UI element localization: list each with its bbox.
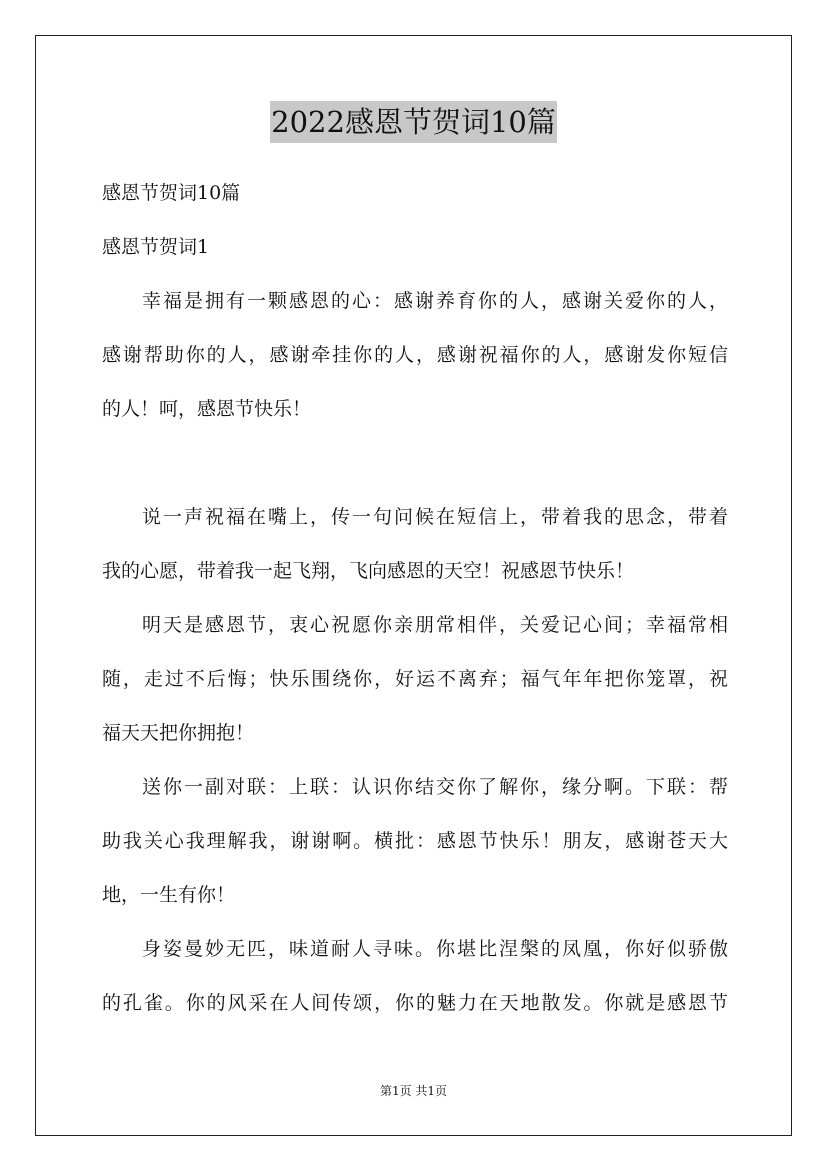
paragraph-line: 说一声祝福在嘴上，传一句问候在短信上，带着我的思念，带着 (142, 506, 728, 528)
paragraph-line: 福天天把你拥抱！ (102, 722, 255, 744)
paragraph-line: 的人！呵，感恩节快乐！ (102, 398, 312, 420)
section-heading: 感恩节贺词1 (102, 236, 210, 258)
title-container (0, 101, 827, 143)
paragraph-line: 感谢帮助你的人，感谢牵挂你的人，感谢祝福你的人，感谢发你短信 (102, 344, 728, 366)
paragraph-line: 身姿曼妙无匹，味道耐人寻味。你堪比涅槃的凤凰，你好似骄傲 (142, 938, 728, 960)
blank-line (102, 436, 728, 490)
paragraph-line: 的孔雀。你的风采在人间传颂，你的魅力在天地散发。你就是感恩节 (102, 992, 728, 1014)
page-footer: 第1页 共1页 (379, 1084, 448, 1098)
paragraph-4 (102, 760, 728, 922)
paragraph-line: 我的心愿，带着我一起飞翔，飞向感恩的天空！祝感恩节快乐！ (102, 560, 635, 582)
document-body (102, 166, 728, 1030)
paragraph-line: 助我关心我理解我，谢谢啊。横批：感恩节快乐！朋友，感谢苍天大 (102, 830, 728, 852)
paragraph-line: 明天是感恩节，衷心祝愿你亲朋常相伴，关爱记心间；幸福常相 (142, 614, 728, 636)
paragraph-1 (102, 274, 728, 436)
paragraph-line: 送你一副对联：上联：认识你结交你了解你，缘分啊。下联：帮 (142, 776, 728, 798)
paragraph-line: 地，一生有你！ (102, 884, 236, 906)
paragraph-line: 随，走过不后悔；快乐围绕你，好运不离弃；福气年年把你笼罩，祝 (102, 668, 728, 690)
paragraph-3 (102, 598, 728, 760)
paragraph-2 (102, 490, 728, 598)
document-title: 2022感恩节贺词10篇 (270, 101, 557, 143)
paragraph-line: 幸福是拥有一颗感恩的心：感谢养育你的人，感谢关爱你的人， (142, 290, 728, 312)
document-subtitle: 感恩节贺词10篇 (102, 182, 241, 204)
paragraph-5 (102, 922, 728, 1030)
